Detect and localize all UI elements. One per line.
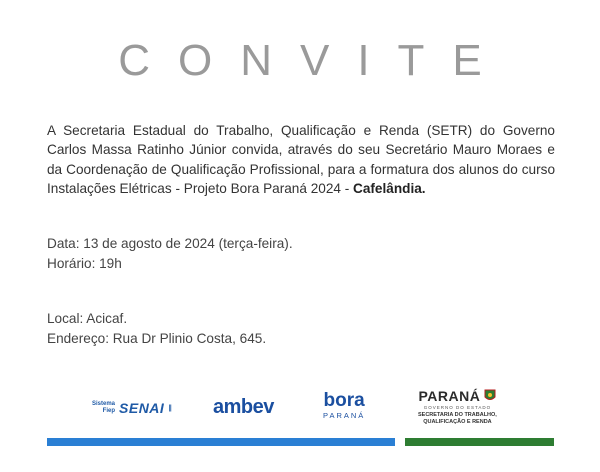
parana-secretariat-line-1: SECRETARIA DO TRABALHO,: [418, 412, 497, 418]
event-address: Endereço: Rua Dr Plinio Costa, 645.: [47, 331, 267, 346]
parana-gov-text: GOVERNO DO ESTADO: [423, 405, 492, 410]
parana-secretariat-line-2: QUALIFICAÇÃO E RENDA: [423, 418, 492, 425]
senai-ticks-icon: |||: [168, 404, 171, 412]
bora-parana-logo: [323, 391, 365, 420]
green-footer-bar: [405, 438, 554, 446]
senai-small-text: Sistema Fiep: [92, 401, 116, 414]
page-title: CONVITE: [118, 36, 510, 85]
parana-crest-icon: [484, 389, 496, 403]
event-time: Horário: 19h: [47, 256, 122, 271]
senai-main-text: SENAI: [119, 400, 165, 416]
invitation-paragraph: [47, 121, 555, 199]
parana-government-logo: [418, 388, 497, 425]
bora-logo-text: bora: [323, 390, 365, 411]
sponsor-logos: [0, 388, 600, 428]
ambev-logo: ambev: [213, 396, 274, 418]
blue-footer-bar: [47, 438, 395, 446]
event-location: Local: Acicaf.: [47, 311, 128, 326]
bora-logo-subtext: PARANÁ: [323, 411, 366, 420]
invitation-text: A Secretaria Estadual do Trabalho, Qualificação e Renda (SETR) do Governo Carlos Massa Ratinho Júnior convida, através do seu Secretário Mauro Moraes e da Coordenação de Qualificação Profissional, para a formatura dos alunos do curso Instalações Elétricas - Projeto Bora Paraná 2024 -: [47, 123, 555, 197]
city-name: Cafelândia.: [353, 181, 426, 197]
parana-secretariat-text: [418, 412, 497, 425]
parana-logo-text: PARANÁ: [418, 388, 481, 404]
event-date: Data: 13 de agosto de 2024 (terça-feira).: [47, 236, 293, 251]
senai-logo: [92, 400, 171, 416]
